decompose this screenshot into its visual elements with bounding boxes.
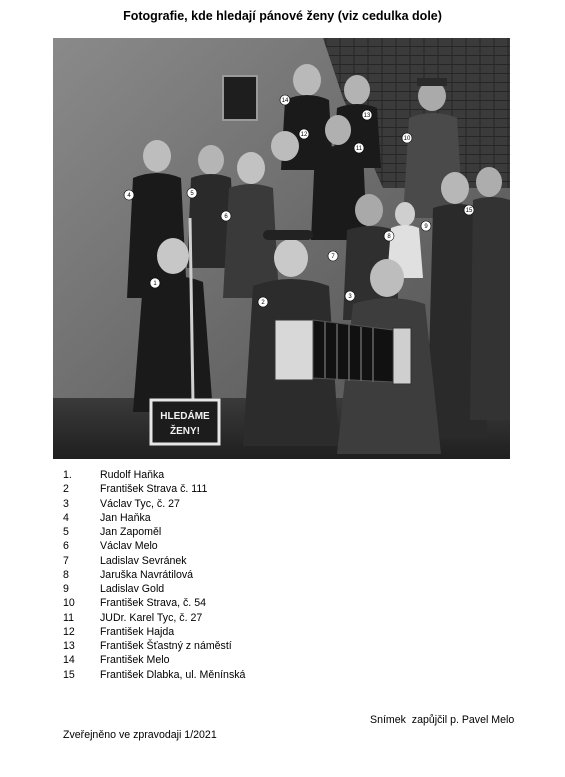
list-item-name: Václav Melo bbox=[100, 540, 158, 553]
number-badge bbox=[384, 231, 394, 241]
number-badge bbox=[354, 143, 364, 153]
list-item bbox=[63, 497, 523, 511]
list-item-number: 10 bbox=[63, 597, 75, 610]
window bbox=[223, 76, 257, 120]
list-item bbox=[63, 525, 523, 539]
number-badge bbox=[421, 221, 431, 231]
number-badge-label: 7 bbox=[331, 254, 335, 261]
list-item-name: Jaruška Navrátilová bbox=[100, 568, 194, 581]
accordion bbox=[275, 320, 411, 384]
number-badge bbox=[345, 291, 355, 301]
list-item bbox=[63, 539, 523, 553]
number-badge-label: 2 bbox=[261, 300, 265, 307]
number-badge bbox=[328, 251, 338, 261]
people-list bbox=[63, 468, 523, 682]
sign-text-line2: ŽENY! bbox=[170, 426, 200, 437]
number-badge-label: 12 bbox=[300, 132, 308, 139]
number-badge-label: 5 bbox=[190, 191, 194, 198]
list-item bbox=[63, 511, 523, 525]
list-item-name: Jan Haňka bbox=[100, 511, 151, 524]
number-badge-label: 14 bbox=[281, 98, 289, 105]
sign-text-line1: HLEDÁME bbox=[160, 411, 210, 422]
list-item bbox=[63, 568, 523, 582]
publication-note: Zveřejněno ve zpravodaji 1/2021 bbox=[63, 729, 217, 741]
list-item-number: 9 bbox=[63, 583, 69, 595]
list-item-name: František Hajda bbox=[100, 625, 175, 638]
list-item bbox=[63, 668, 523, 682]
number-badge bbox=[402, 133, 412, 143]
list-item bbox=[63, 468, 523, 482]
list-item-number: 6 bbox=[63, 540, 69, 553]
number-badge-label: 3 bbox=[348, 294, 352, 301]
number-badge bbox=[464, 205, 474, 215]
list-item bbox=[63, 625, 523, 639]
photo-credit: Snímek zapůjčil p. Pavel Melo bbox=[370, 714, 515, 726]
number-badge bbox=[280, 95, 290, 105]
list-item-name: Ladislav Gold bbox=[100, 583, 165, 595]
list-item-number: 4 bbox=[63, 511, 69, 524]
list-item-name: Rudolf Haňka bbox=[100, 469, 165, 481]
list-item-number: 8 bbox=[63, 568, 69, 581]
number-badge-label: 13 bbox=[363, 113, 371, 120]
number-badge bbox=[299, 129, 309, 139]
list-item-number: 12 bbox=[63, 625, 75, 638]
number-badge-label: 9 bbox=[424, 224, 428, 231]
number-badge bbox=[258, 297, 268, 307]
list-item-name: Ladislav Sevránek bbox=[100, 554, 187, 567]
list-item-number: 11 bbox=[63, 611, 74, 624]
number-badge-label: 4 bbox=[127, 193, 131, 200]
list-item-number: 1. bbox=[63, 469, 72, 481]
photo-illustration bbox=[53, 38, 510, 459]
list-item-name: František Strava č. 111 bbox=[100, 483, 208, 496]
number-badge-label: 6 bbox=[224, 214, 228, 221]
number-badge bbox=[150, 278, 160, 288]
list-item-name: František Dlabka, ul. Měnínská bbox=[100, 668, 246, 681]
number-badge bbox=[362, 110, 372, 120]
list-item-number: 3 bbox=[63, 497, 69, 510]
list-item-name: JUDr. Karel Tyc, č. 27 bbox=[100, 611, 203, 624]
list-item bbox=[63, 554, 523, 568]
sign-board bbox=[151, 400, 219, 444]
group-photograph bbox=[53, 38, 510, 459]
list-item-name: Jan Zapoměl bbox=[100, 526, 162, 538]
number-badge-label: 8 bbox=[387, 234, 391, 241]
list-item bbox=[63, 611, 523, 625]
list-item bbox=[63, 639, 523, 653]
list-item bbox=[63, 582, 523, 596]
number-badge-label: 15 bbox=[465, 208, 473, 215]
list-item-name: Václav Tyc, č. 27 bbox=[100, 497, 180, 510]
number-badge bbox=[124, 190, 134, 200]
number-badge-label: 11 bbox=[355, 146, 363, 153]
list-item-number: 2 bbox=[63, 483, 69, 496]
list-item-name: František Strava, č. 54 bbox=[100, 597, 206, 610]
number-badge-label: 10 bbox=[403, 136, 411, 143]
number-badge bbox=[187, 188, 197, 198]
list-item bbox=[63, 653, 523, 667]
number-badge-label: 1 bbox=[153, 281, 157, 288]
list-item-number: 13 bbox=[63, 640, 75, 652]
list-item bbox=[63, 596, 523, 610]
list-item-number: 5 bbox=[63, 526, 69, 538]
list-item-number: 14 bbox=[63, 654, 75, 667]
list-item bbox=[63, 482, 523, 496]
page-title: Fotografie, kde hledají pánové ženy (viz cedulka dole) bbox=[123, 9, 442, 23]
list-item-name: František Melo bbox=[100, 654, 170, 667]
list-item-number: 15 bbox=[63, 668, 75, 681]
list-item-name: František Šťastný z náměstí bbox=[100, 640, 232, 652]
list-item-number: 7 bbox=[63, 554, 69, 567]
number-badge bbox=[221, 211, 231, 221]
